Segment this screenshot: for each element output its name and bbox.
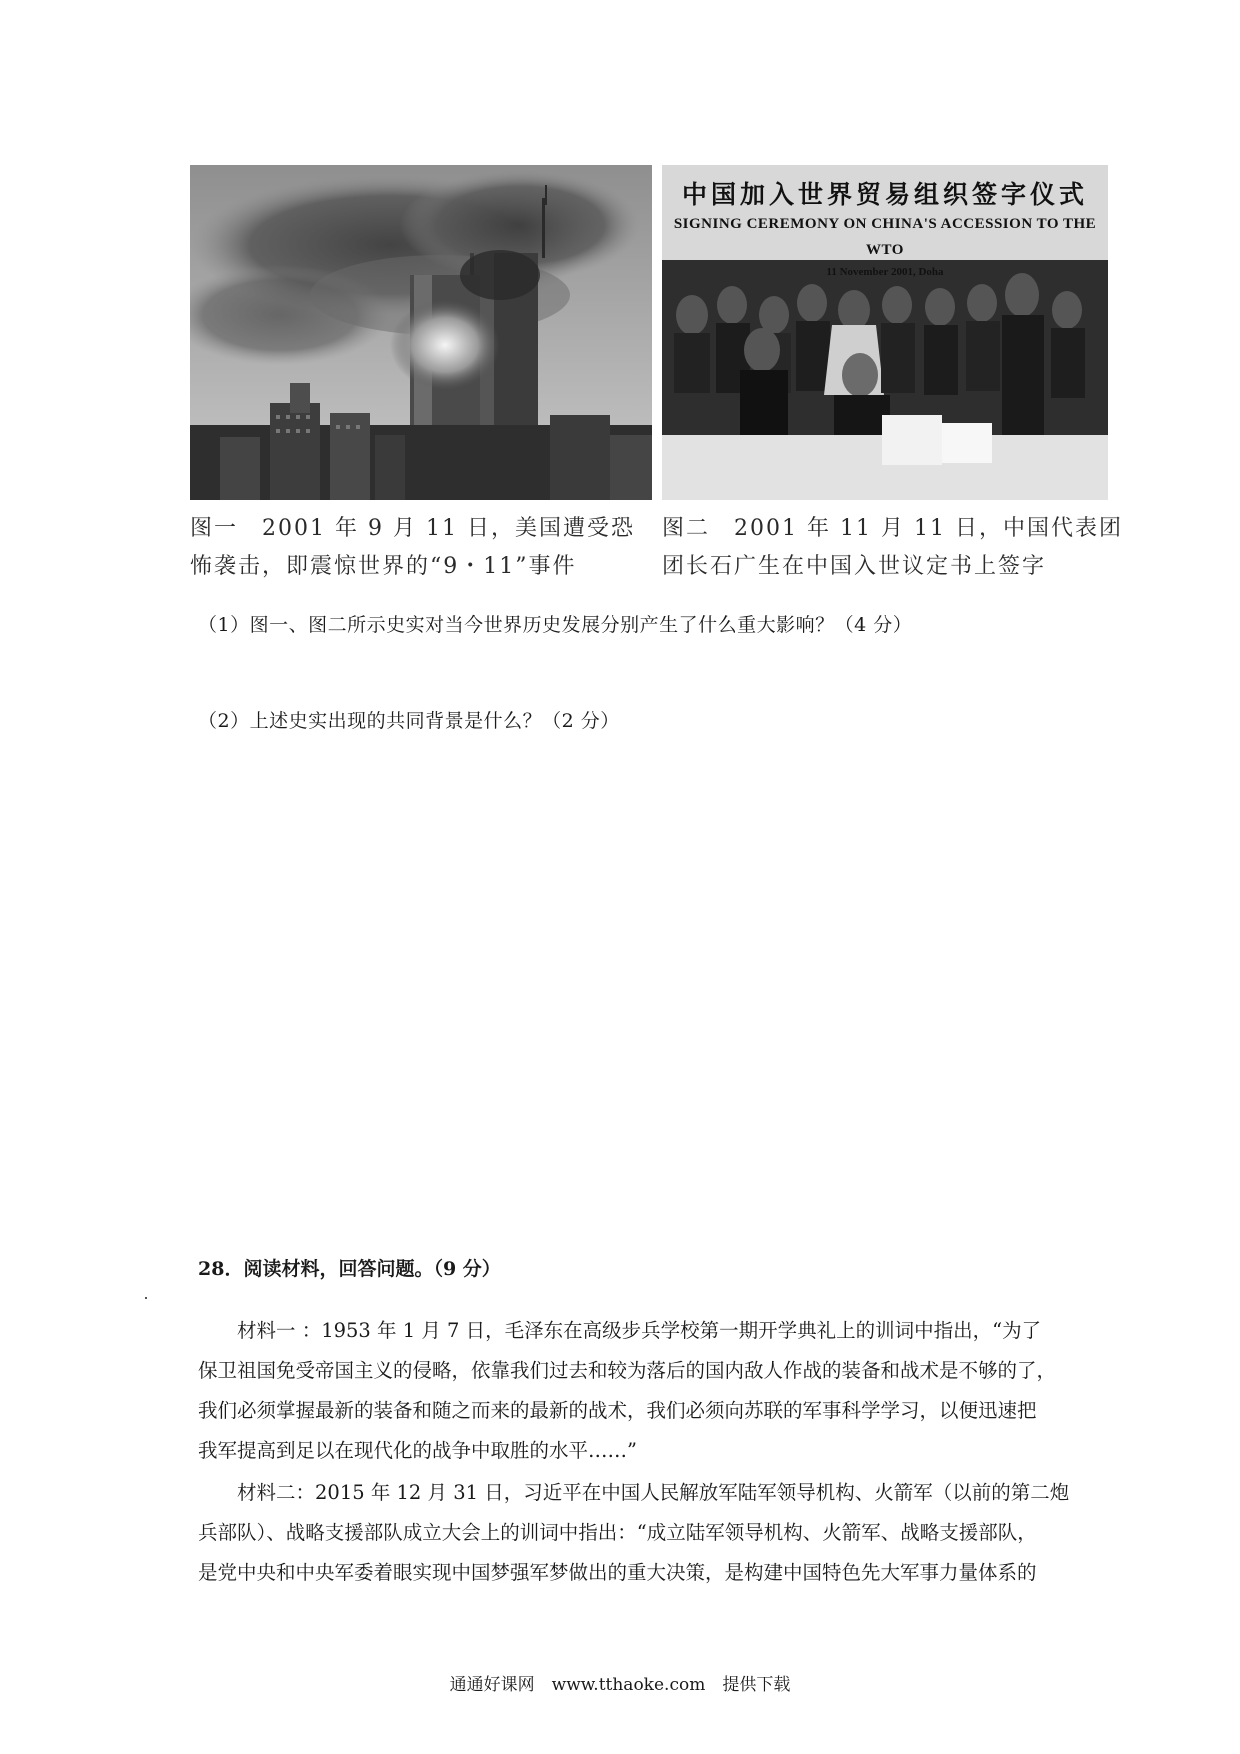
figure-one-caption <box>190 510 652 586</box>
material-two-line-1: 材料二：2015 年 12 月 31 日，习近平在中国人民解放军陆军领导机构、火箭军（以前的第二炮 <box>198 1481 1070 1504</box>
wto-photo-header <box>662 165 1108 281</box>
wto-photo-title-cn: 中国加入世界贸易组织签字仪式 <box>681 180 1088 209</box>
scan-speck <box>145 1297 147 1299</box>
material-two-line-2: 兵部队）、战略支援部队成立大会上的训词中指出：“成立陆军领导机构、火箭军、战略支援部队， <box>198 1521 1037 1544</box>
material-one-line-2: 保卫祖国免受帝国主义的侵略，依靠我们过去和较为落后的国内敌人作战的装备和战术是不够的了， <box>198 1359 1057 1382</box>
page-footer: 通通好课网 www.tthaoke.com 提供下载 <box>449 1675 791 1695</box>
material-one-line-3: 我们必须掌握最新的装备和随之而来的最新的战术，我们必须向苏联的军事科学学习，以便迅速把 <box>198 1399 1037 1422</box>
figure-one-caption-line2: 怖袭击，即震惊世界的“9・11”事件 <box>190 554 577 579</box>
photo-911-illustration <box>190 165 652 500</box>
wto-photo-date: 11 November 2001, Doha <box>826 266 944 278</box>
figure-row <box>190 165 1123 595</box>
question-2: （2）上述史实出现的共同背景是什么？（2 分） <box>198 710 620 732</box>
question-1: （1）图一、图二所示史实对当今世界历史发展分别产生了什么重大影响？（4 分） <box>198 614 913 636</box>
photo-wto-signing <box>662 165 1108 500</box>
figure-two-caption-line1: 图二 2001 年 11 月 11 日，中国代表团 <box>662 516 1123 541</box>
figure-two-caption-line2: 团长石广生在中国入世议定书上签字 <box>662 554 1047 579</box>
material-one-line-1: 材料一 ：1953 年 1 月 7 日，毛泽东在高级步兵学校第一期开学典礼上的训词中指出，“为了 <box>198 1319 1042 1342</box>
material-one <box>198 1311 1098 1471</box>
section-28-heading: 28．阅读材料，回答问题。（9 分） <box>198 1258 501 1280</box>
figure-one-caption-line1: 图一 2001 年 9 月 11 日，美国遭受恐 <box>190 516 635 541</box>
wto-photo-title-en: SIGNING CEREMONY ON CHINA'S ACCESSION TO THE WTO <box>673 216 1097 258</box>
figure-two <box>662 165 1123 595</box>
figure-two-caption <box>662 510 1123 586</box>
photo-911-attack <box>190 165 652 500</box>
figure-one <box>190 165 652 595</box>
material-one-line-4: 我军提高到足以在现代化的战争中取胜的水平……” <box>198 1439 637 1462</box>
material-two <box>198 1473 1098 1593</box>
material-two-line-3: 是党中央和中央军委着眼实现中国梦强军梦做出的重大决策，是构建中国特色先大军事力量体系的 <box>198 1561 1037 1584</box>
